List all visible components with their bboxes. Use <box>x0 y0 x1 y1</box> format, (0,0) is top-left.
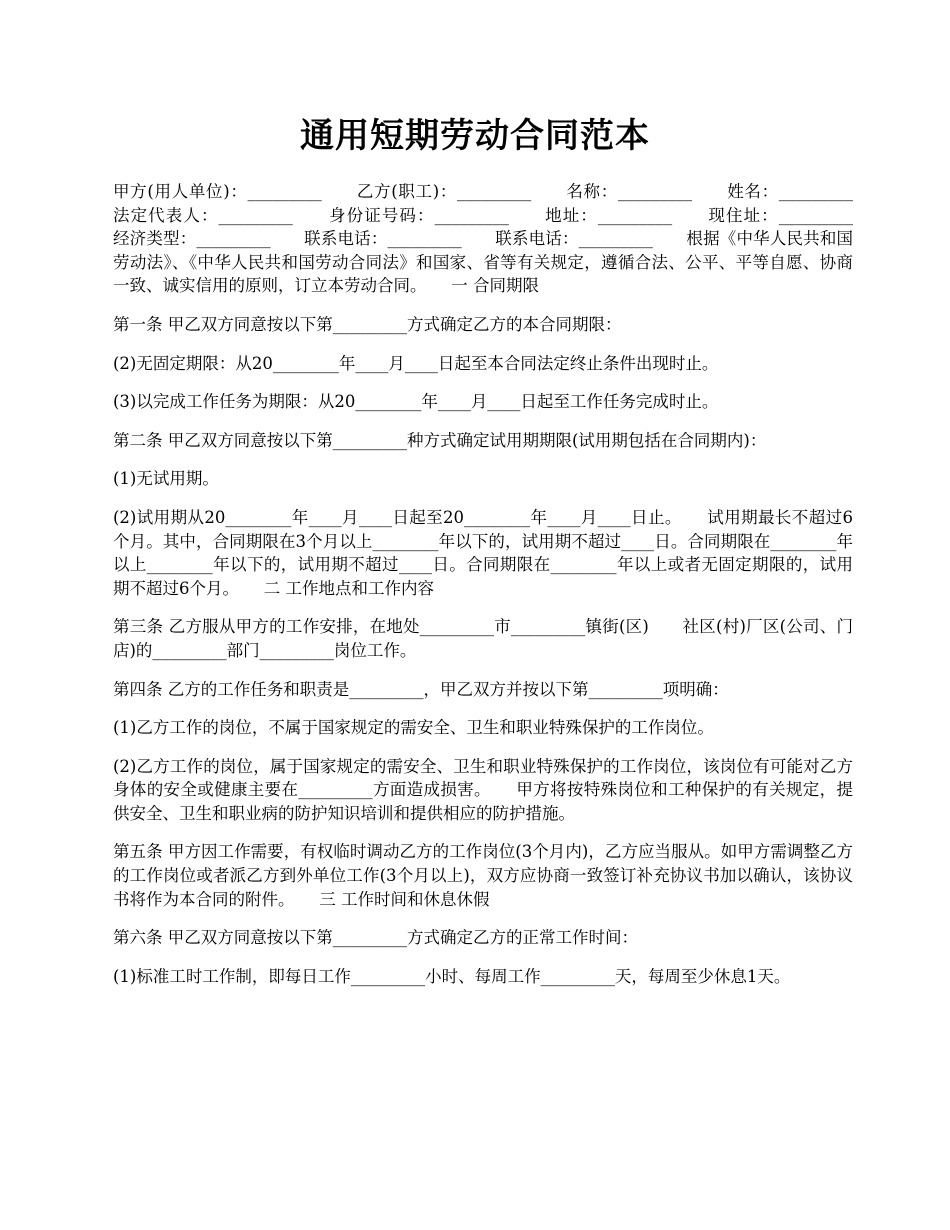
paragraph-article-2-item-2: (2)试用期从20________年____月____日起至20________年____月____日止。 试用期最长不超过6个月。其中，合同期限在3个月以上________年以下的，试用期不超过____日。合同期限在________年以上________年以下的，试用期不超过____日。合同期限在________年以上或者无固定期限的，试用期不超过6个月。 二 工作地点和工作内容 <box>113 507 853 598</box>
paragraph-article-6-item-1: (1)标准工时工作制，即每日工作_________小时、每周工作_________天，每周至少休息1天。 <box>113 966 791 986</box>
paragraph-article-1-item-2: (2)无固定期限：从20________年____月____日起至本合同法定终止条件出现时止。 <box>113 353 719 373</box>
paragraph-article-5: 第五条 甲方因工作需要，有权临时调动乙方的工作岗位(3个月内)，乙方应当服从。如甲方需调整乙方的工作岗位或者派乙方到外单位工作(3个月以上)，双方应协商一致签订补充协议书加以确认，该协议书将作为本合同的附件。 三 工作时间和休息休假 <box>113 842 853 909</box>
paragraph-article-2: 第二条 甲乙双方同意按以下第_________种方式确定试用期期限(试用期包括在合同期内)： <box>113 430 767 450</box>
paragraph-article-2-item-1: (1)无试用期。 <box>113 469 219 489</box>
paragraph-article-4: 第四条 乙方的工作任务和职责是_________，甲乙双方并按以下第_________项明确： <box>113 679 729 699</box>
paragraph-article-1-item-3: (3)以完成工作任务为期限：从20________年____月____日起至工作任务完成时止。 <box>113 392 719 412</box>
document-title: 通用短期劳动合同范本 <box>300 116 650 156</box>
paragraph-article-3: 第三条 乙方服从甲方的工作安排，在地处_________市_________镇街(区) 社区(村)厂区(公司、门店)的_________部门_________岗位工作。 <box>113 617 853 660</box>
paragraph-article-1: 第一条 甲乙双方同意按以下第_________方式确定乙方的本合同期限： <box>113 314 622 334</box>
paragraph-article-4-item-1: (1)乙方工作的岗位，不属于国家规定的需安全、卫生和职业特殊保护的工作岗位。 <box>113 718 714 738</box>
paragraph-article-6: 第六条 甲乙双方同意按以下第_________方式确定乙方的正常工作时间： <box>113 928 638 948</box>
document-body <box>113 180 886 1003</box>
paragraph-parties: 甲方(用人单位)：_________ 乙方(职工)：_________ 名称：_________ 姓名：_________ 法定代表人：_________ 身份证号码：_________ 地址：_________ 现住址：_________ 经济类型：_________ 联系电话：_________ 联系电话：_________ 根据《中华人民共和国劳动法》、《中华人民共和国劳动合同法》和国家、省等有关规定，遵循合法、公平、平等自愿、协商一致、诚实信用的原则，订立本劳动合同。 一 合同期限 <box>113 182 886 296</box>
paragraph-article-4-item-2: (2)乙方工作的岗位，属于国家规定的需安全、卫生和职业特殊保护的工作岗位，该岗位有可能对乙方身体的安全或健康主要在_________方面造成损害。 甲方将按特殊岗位和工种保护的有关规定，提供安全、卫生和职业病的防护知识培训和提供相应的防护措施。 <box>113 756 853 823</box>
